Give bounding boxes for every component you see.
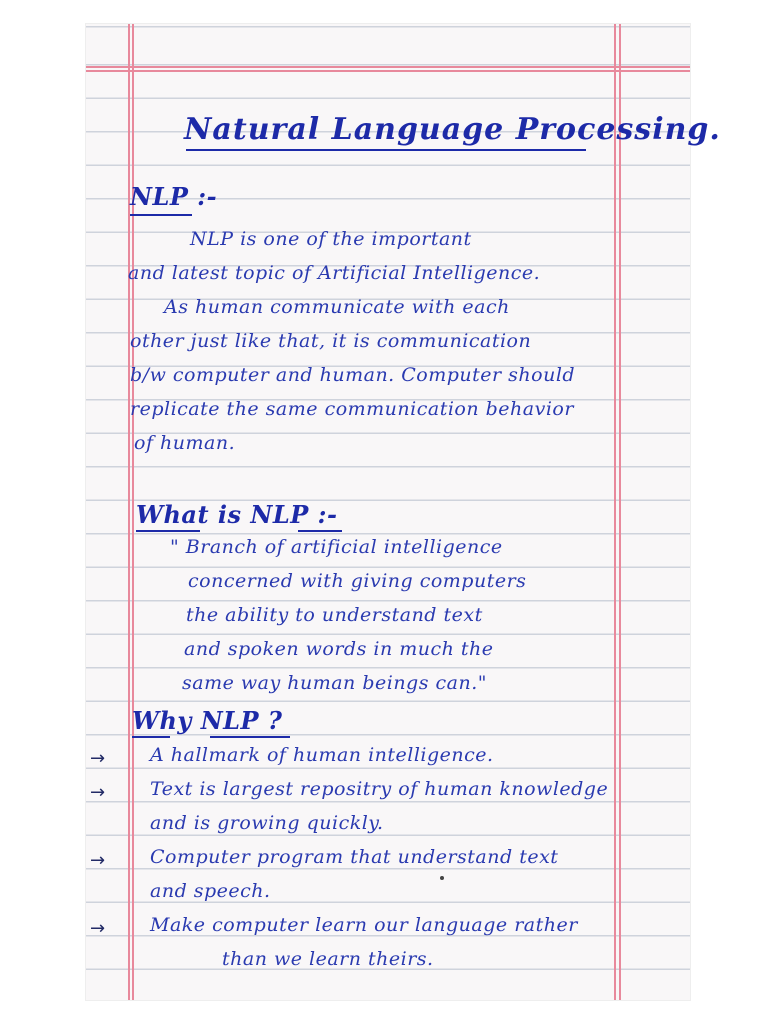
title-underline (186, 149, 586, 151)
what-line-3: the ability to understand text (186, 604, 483, 626)
nlp-heading: NLP :- (130, 182, 218, 211)
what-heading: What is NLP :- (136, 500, 338, 529)
nlp-line-3: As human communicate with each (164, 296, 510, 318)
why-line-7: than we learn theirs. (222, 948, 434, 970)
bullet-arrow-icon: → (90, 918, 106, 939)
notebook-page (86, 24, 721, 1000)
bullet-arrow-icon: → (90, 850, 106, 871)
left-margin-line-inner (132, 24, 134, 1000)
what-line-4: and spoken words in much the (184, 638, 494, 660)
nlp-line-6: replicate the same communication behavior (130, 398, 574, 420)
top-margin-line-inner (86, 70, 690, 72)
nlp-heading-underline (130, 214, 192, 216)
why-heading: Why NLP ? (132, 706, 283, 735)
why-line-1: A hallmark of human intelligence. (150, 744, 494, 766)
why-underline-1 (132, 736, 170, 738)
nlp-line-4: other just like that, it is communication (130, 330, 532, 352)
left-margin-line (128, 24, 130, 1000)
nlp-line-2: and latest topic of Artificial Intelligence. (128, 262, 541, 284)
page-title: Natural Language Processing. (184, 112, 721, 147)
why-underline-2 (210, 736, 290, 738)
what-underline-1 (136, 530, 200, 532)
bullet-arrow-icon: → (90, 748, 106, 769)
what-underline-2 (298, 530, 342, 532)
nlp-line-1: NLP is one of the important (190, 228, 472, 250)
what-line-2: concerned with giving computers (188, 570, 527, 592)
why-line-3: and is growing quickly. (150, 812, 384, 834)
ink-dot (440, 876, 444, 880)
why-line-2: Text is largest repositry of human knowledge (150, 778, 609, 800)
top-margin-line (86, 66, 690, 68)
nlp-line-5: b/w computer and human. Computer should (130, 364, 576, 386)
what-line-1: " Branch of artificial intelligence (170, 536, 503, 558)
right-margin-line (614, 24, 616, 1000)
why-line-5: and speech. (150, 880, 271, 902)
right-margin-line-inner (619, 24, 621, 1000)
why-line-4: Computer program that understand text (150, 846, 559, 868)
nlp-line-7: of human. (134, 432, 236, 454)
why-line-6: Make computer learn our language rather (150, 914, 578, 936)
what-line-5: same way human beings can." (182, 672, 487, 694)
bullet-arrow-icon: → (90, 782, 106, 803)
